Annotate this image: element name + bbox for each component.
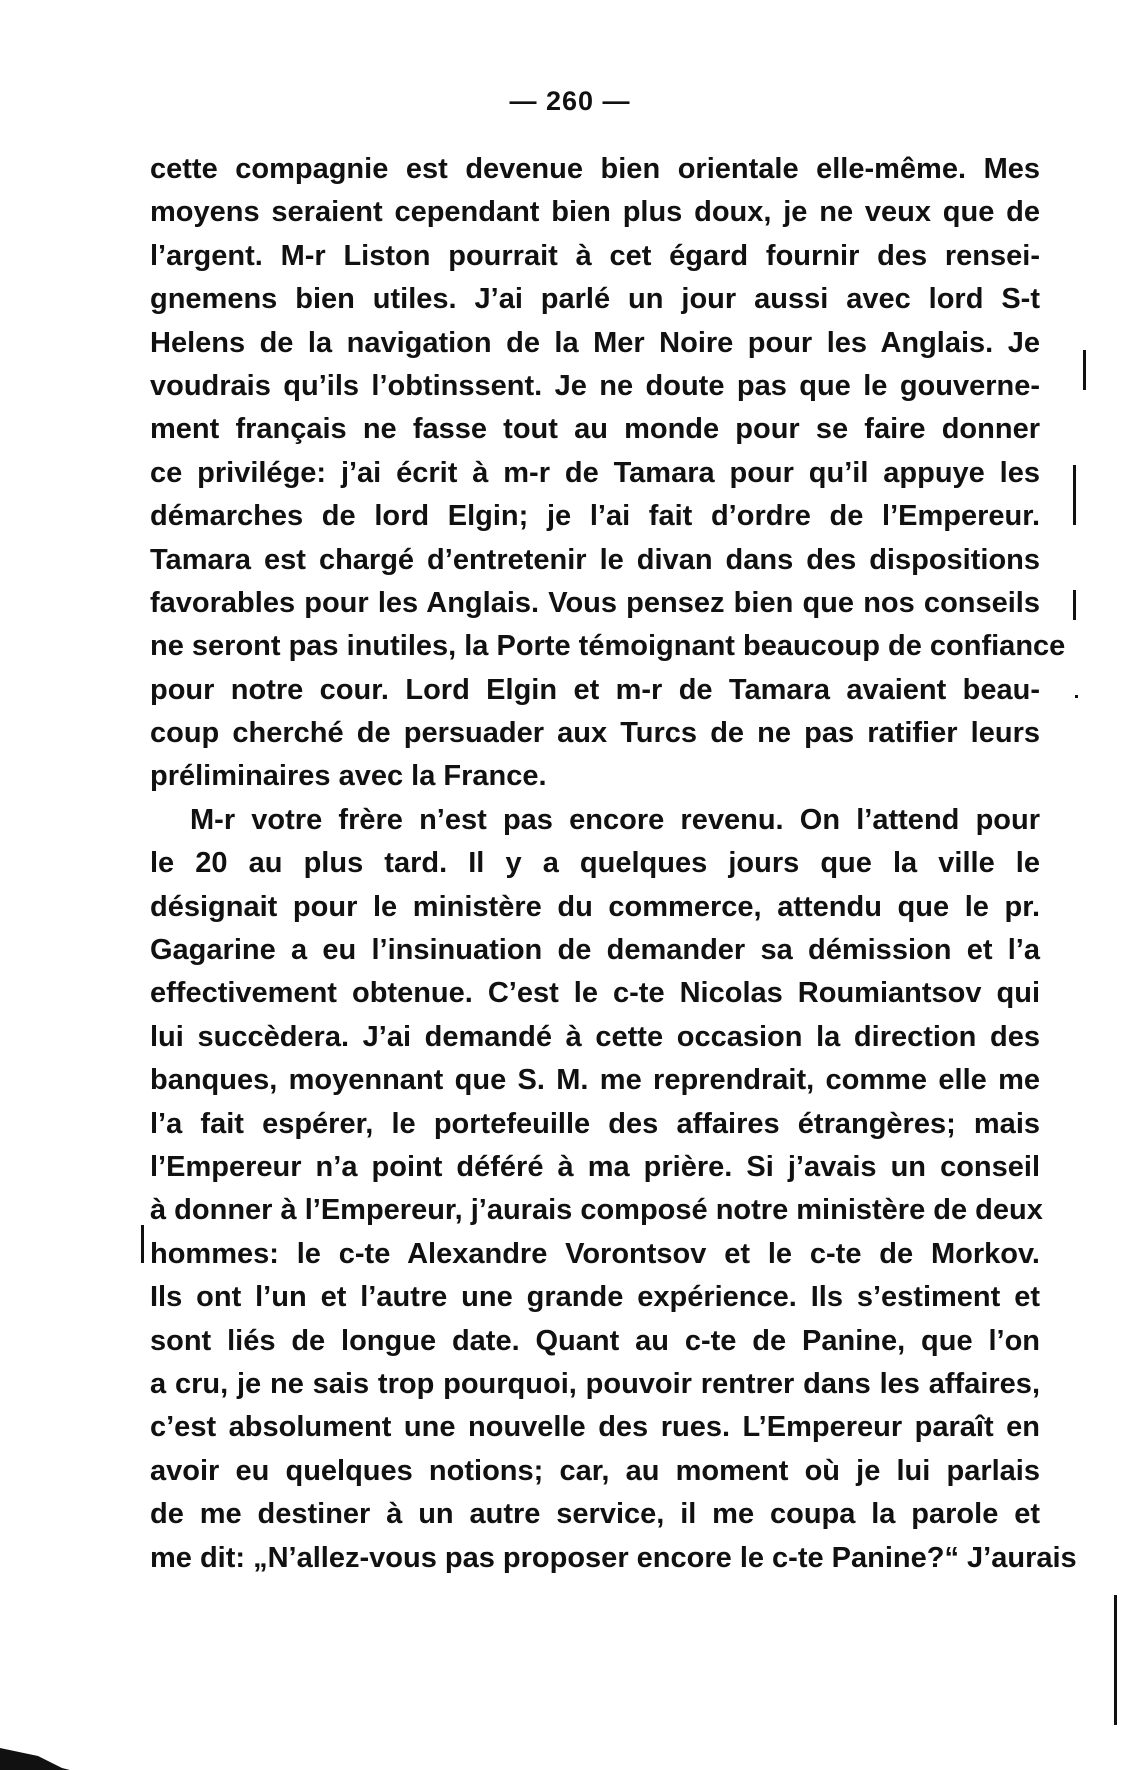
margin-mark — [1073, 465, 1076, 525]
text-line: coup cherché de persuader aux Turcs de ne pas ratifier leurs — [150, 717, 1040, 750]
text-line: préliminaires avec la France. — [150, 760, 547, 793]
text-line: Ils ont l’un et l’autre une grande expérience. Ils s’estiment et — [150, 1281, 1040, 1314]
margin-mark — [141, 1225, 144, 1263]
text-line: à donner à l’Empereur, j’aurais composé notre ministère de deux — [150, 1194, 1043, 1227]
margin-mark — [1075, 695, 1078, 698]
margin-mark — [1073, 590, 1076, 620]
text-line: banques, moyennant que S. M. me reprendrait, comme elle me — [150, 1064, 1040, 1097]
margin-mark — [1083, 350, 1086, 390]
text-line: avoir eu quelques notions; car, au moment où je lui parlais — [150, 1454, 1040, 1487]
text-line: ne seront pas inutiles, la Porte témoignant beaucoup de confiance — [150, 630, 1066, 663]
text-line: M-r votre frère n’est pas encore revenu. On l’attend pour — [190, 803, 1040, 836]
text-line: désignait pour le ministère du commerce, attendu que le pr. — [150, 890, 1040, 923]
text-line: le 20 au plus tard. Il y a quelques jours que la ville le — [150, 847, 1040, 880]
text-line: moyens seraient cependant bien plus doux, je ne veux que de — [150, 196, 1040, 229]
text-line: favorables pour les Anglais. Vous pensez bien que nos conseils — [150, 586, 1040, 619]
text-line: démarches de lord Elgin; je l’ai fait d’ordre de l’Empereur. — [150, 500, 1040, 533]
text-line: sont liés de longue date. Quant au c-te de Panine, que l’on — [150, 1324, 1040, 1357]
text-line: Gagarine a eu l’insinuation de demander sa démission et l’a — [150, 934, 1040, 967]
page-number: — 260 — — [509, 86, 631, 116]
text-line: Helens de la navigation de la Mer Noire pour les Anglais. Je — [150, 326, 1040, 359]
text-line: de me destiner à un autre service, il me coupa la parole et — [150, 1498, 1040, 1531]
text-line: pour notre cour. Lord Elgin et m-r de Tamara avaient beau- — [150, 673, 1040, 706]
text-line: ment français ne fasse tout au monde pour se faire donner — [150, 413, 1040, 446]
text-line: a cru, je ne sais trop pourquoi, pouvoir rentrer dans les affaires, — [150, 1367, 1040, 1400]
text-line: gnemens bien utiles. J’ai parlé un jour aussi avec lord S-t — [150, 283, 1040, 316]
text-line: c’est absolument une nouvelle des rues. L’Empereur paraît en — [150, 1411, 1040, 1444]
text-line: l’a fait espérer, le portefeuille des affaires étrangères; mais — [150, 1107, 1040, 1140]
scan-corner-mark — [0, 1738, 70, 1770]
text-line: cette compagnie est devenue bien orientale elle-même. Mes — [150, 153, 1040, 185]
text-line: hommes: le c-te Alexandre Vorontsov et le c-te de Morkov. — [150, 1237, 1040, 1270]
text-line: me dit: „N’allez-vous pas proposer encore le c-te Panine?“ J’aurais — [150, 1541, 1077, 1574]
text-line: l’Empereur n’a point déféré à ma prière. Si j’avais un conseil — [150, 1150, 1040, 1183]
text-line: ce privilége: j’ai écrit à m-r de Tamara pour qu’il appuye les — [150, 456, 1040, 489]
text-line: Tamara est chargé d’entretenir le divan dans des dispositions — [150, 543, 1040, 576]
body-text — [150, 148, 1077, 1580]
text-line: lui succèdera. J’ai demandé à cette occasion la direction des — [150, 1020, 1040, 1053]
text-line: voudrais qu’ils l’obtinssent. Je ne doute pas que le gouverne- — [150, 369, 1040, 402]
text-line: effectivement obtenue. C’est le c-te Nicolas Roumiantsov qui — [150, 977, 1040, 1010]
text-line: l’argent. M-r Liston pourrait à cet égard fournir des rensei- — [150, 239, 1040, 272]
margin-mark — [1114, 1595, 1117, 1725]
